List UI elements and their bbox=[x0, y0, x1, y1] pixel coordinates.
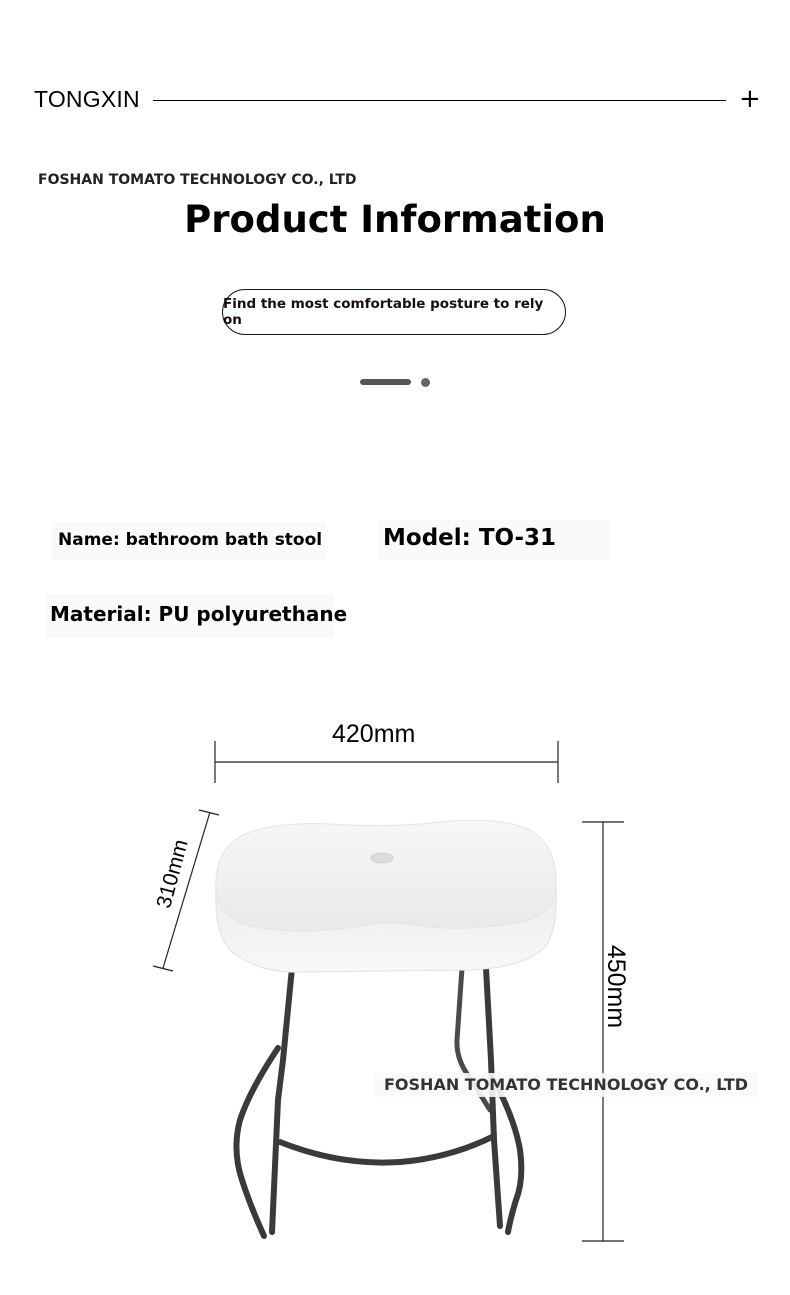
company-watermark: FOSHAN TOMATO TECHNOLOGY CO., LTD bbox=[374, 1073, 758, 1097]
plus-icon[interactable]: + bbox=[739, 84, 761, 114]
spec-name: Name: bathroom bath stool bbox=[52, 522, 326, 560]
depth-label: 310mm bbox=[152, 837, 193, 911]
tagline-text: Find the most comfortable posture to rely on bbox=[223, 296, 544, 328]
page-title: Product Information bbox=[184, 198, 606, 241]
width-label: 420mm bbox=[332, 720, 416, 748]
stool-seat bbox=[216, 820, 556, 972]
height-dimension-line bbox=[582, 822, 624, 1241]
height-label: 450mm bbox=[602, 944, 631, 1029]
spec-material: Material: PU polyurethane bbox=[46, 594, 334, 638]
brand-logo-text: TONGXIN bbox=[34, 86, 140, 112]
spec-model: Model: TO-31 bbox=[378, 520, 611, 560]
stool-legs bbox=[236, 968, 521, 1236]
company-name: FOSHAN TOMATO TECHNOLOGY CO., LTD bbox=[38, 172, 357, 188]
